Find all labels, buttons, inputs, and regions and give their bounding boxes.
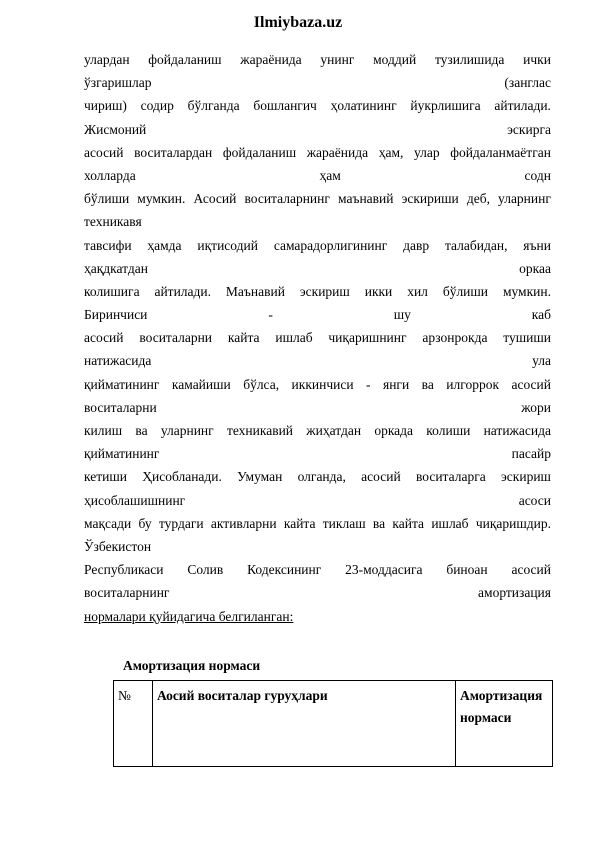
word: оркада xyxy=(374,423,414,438)
word: тушиши xyxy=(503,330,551,346)
word: қийматининг xyxy=(84,446,160,462)
paragraph-line xyxy=(84,581,551,604)
word: ва xyxy=(135,423,148,438)
paragraph-line xyxy=(84,280,551,303)
word: эскириши xyxy=(401,191,459,207)
word: каб xyxy=(531,307,551,323)
word: асосий xyxy=(84,330,124,346)
word: ула xyxy=(532,353,551,369)
paragraph-line xyxy=(84,187,551,210)
word: фойдаланмаётган xyxy=(450,144,551,160)
word: янги xyxy=(382,376,410,392)
word: асосий xyxy=(511,376,551,392)
word: мақсади xyxy=(84,515,132,531)
word: кетиши xyxy=(84,469,127,485)
word: чиқаришнинг xyxy=(328,330,407,346)
word: уларнинг xyxy=(160,423,214,438)
paragraph-line xyxy=(84,465,551,488)
word: - xyxy=(268,307,273,323)
word: ва xyxy=(372,515,386,531)
paragraph-line xyxy=(84,373,551,396)
word: воситаларнинг xyxy=(84,585,170,601)
word: (занглас xyxy=(504,75,551,91)
line-text: Ўзбекистон xyxy=(84,538,152,554)
paragraph-line xyxy=(84,558,551,581)
column-header-number: № xyxy=(114,681,153,767)
word: бу xyxy=(138,515,152,531)
word: турдаги xyxy=(158,515,204,531)
word: деб, xyxy=(466,191,490,207)
word: давр xyxy=(403,237,430,253)
word: илгоррок xyxy=(446,376,500,392)
word: техникавий xyxy=(226,423,294,438)
paragraph-line xyxy=(84,71,551,94)
word: оркаа xyxy=(519,260,551,276)
word: ва xyxy=(421,376,434,392)
paragraph-line xyxy=(84,164,551,187)
word: тавсифи xyxy=(84,237,132,253)
word: кайта xyxy=(227,330,260,346)
word: жараёнида xyxy=(240,52,302,67)
paragraph-line xyxy=(84,48,551,71)
paragraph-line xyxy=(84,535,551,558)
word: эскириш xyxy=(299,283,350,299)
word: маънавий xyxy=(338,191,394,207)
paragraph-line xyxy=(84,326,551,349)
word: улардан xyxy=(84,52,130,67)
word: асосий xyxy=(84,144,124,160)
word: Маънавий xyxy=(225,283,285,299)
word: асосий xyxy=(361,469,401,485)
word: воситалардан xyxy=(134,144,213,160)
word: тузилишида xyxy=(434,52,505,67)
word: ишлаб xyxy=(431,515,469,531)
word: фойдаланиш xyxy=(148,52,222,67)
word: чириш) xyxy=(84,98,127,114)
word: бўлиши xyxy=(442,283,489,299)
word: биноан xyxy=(446,562,488,578)
column-header-norm: Амортизация нормаси xyxy=(456,681,553,767)
paragraph-line xyxy=(84,141,551,164)
paragraph-line xyxy=(84,210,551,233)
paragraph-line xyxy=(84,349,551,372)
word: яъни xyxy=(523,237,551,253)
word: ўзгаришлар xyxy=(84,75,152,91)
word: жиҳатдан xyxy=(306,423,362,438)
word: мумкин. xyxy=(137,191,186,207)
word: ички xyxy=(523,52,551,67)
word: килиш xyxy=(84,423,123,438)
word: Биринчиси xyxy=(84,307,148,323)
word: Жисмоний xyxy=(84,121,147,137)
word: бошлангич xyxy=(253,98,317,114)
word: Ҳисобланади. xyxy=(142,469,222,485)
word: тиклаш xyxy=(322,515,366,531)
word: колишига xyxy=(84,283,140,299)
word: иккинчиси xyxy=(291,376,354,392)
paragraph-line xyxy=(84,489,551,512)
word: чиқаришдир. xyxy=(475,515,551,531)
word: кайта xyxy=(392,515,425,531)
word: бўлса, xyxy=(243,376,280,392)
paragraph-line xyxy=(84,605,551,628)
word: қийматининг xyxy=(84,376,160,392)
word: асосий xyxy=(511,562,551,578)
word: колиши xyxy=(426,423,471,438)
word: иқтисодий xyxy=(197,237,258,253)
word: талабидан, xyxy=(444,237,508,253)
paragraph-line xyxy=(84,94,551,117)
word: жараёнида xyxy=(306,144,369,160)
word: воситаларнинг xyxy=(244,191,330,207)
word: самарадорлигининг xyxy=(273,237,388,253)
word: эскириш xyxy=(501,469,551,485)
word: олганда, xyxy=(297,469,346,485)
word: айтилади. xyxy=(494,98,551,114)
column-header-groups: Аосий воситалар гуруҳлари xyxy=(153,681,456,767)
word: фойдаланиш xyxy=(222,144,297,160)
word: бўлганда xyxy=(187,98,240,114)
word: Республикаси xyxy=(84,562,164,578)
word: активларни xyxy=(210,515,277,531)
word: икки xyxy=(364,283,393,299)
word: моддий xyxy=(373,52,417,67)
word: содн xyxy=(524,167,551,183)
word: 23-моддасига xyxy=(345,562,423,578)
word: арзонрокда xyxy=(422,330,488,346)
table-header-row xyxy=(114,681,553,767)
paragraph-line xyxy=(84,118,551,141)
word: ишлаб xyxy=(275,330,313,346)
word: эскирга xyxy=(507,121,551,137)
word: уларнинг xyxy=(498,191,551,207)
word: амортизация xyxy=(478,585,551,601)
word: ҳам, xyxy=(378,144,404,160)
word: камайиши xyxy=(171,376,231,392)
word: улар xyxy=(413,144,440,160)
paragraph-line xyxy=(84,257,551,280)
word: ҳам xyxy=(319,167,341,183)
paragraph-line xyxy=(84,396,551,419)
word: воситаларни xyxy=(84,399,157,415)
word: ҳисоблашишнинг xyxy=(84,492,186,508)
paragraph-line xyxy=(84,442,551,465)
site-title: Ilmiybaza.uz xyxy=(253,14,343,31)
word: жори xyxy=(521,399,551,415)
table-caption: Амортизация нормаси xyxy=(123,658,261,673)
word: натижасида xyxy=(483,423,551,438)
word: унинг xyxy=(320,52,355,67)
word: кайта xyxy=(283,515,316,531)
word: асоси xyxy=(518,492,551,508)
word: ҳақдкатдан xyxy=(84,260,148,276)
word: холларда xyxy=(84,167,136,183)
paragraph xyxy=(84,48,551,628)
word: шу xyxy=(393,307,411,323)
word: бўлиши xyxy=(84,191,130,207)
word: Асосий xyxy=(193,191,237,207)
word: воситаларга xyxy=(415,469,486,485)
paragraph-line xyxy=(84,234,551,257)
word: мумкин. xyxy=(502,283,551,299)
line-text: техникавя xyxy=(84,214,142,230)
word: ҳамда xyxy=(147,237,182,253)
word: Умуман xyxy=(237,469,283,485)
word: натижасида xyxy=(84,353,152,369)
line-text: нормалари қуйидагича белгиланган: xyxy=(84,608,294,624)
word: Солив xyxy=(187,562,224,578)
word: - xyxy=(366,376,371,392)
word: воситаларни xyxy=(139,330,213,346)
paragraph-line xyxy=(84,419,551,442)
word: содир xyxy=(140,98,174,114)
word: ҳолатининг xyxy=(330,98,397,114)
word: йукрлишига xyxy=(410,98,481,114)
paragraph-line xyxy=(84,303,551,326)
amortization-table xyxy=(113,680,553,767)
paragraph-line xyxy=(84,512,551,535)
word: пасайр xyxy=(511,446,551,462)
word: айтилади. xyxy=(154,283,212,299)
word: Кодексининг xyxy=(247,562,322,578)
word: хил xyxy=(407,283,428,299)
